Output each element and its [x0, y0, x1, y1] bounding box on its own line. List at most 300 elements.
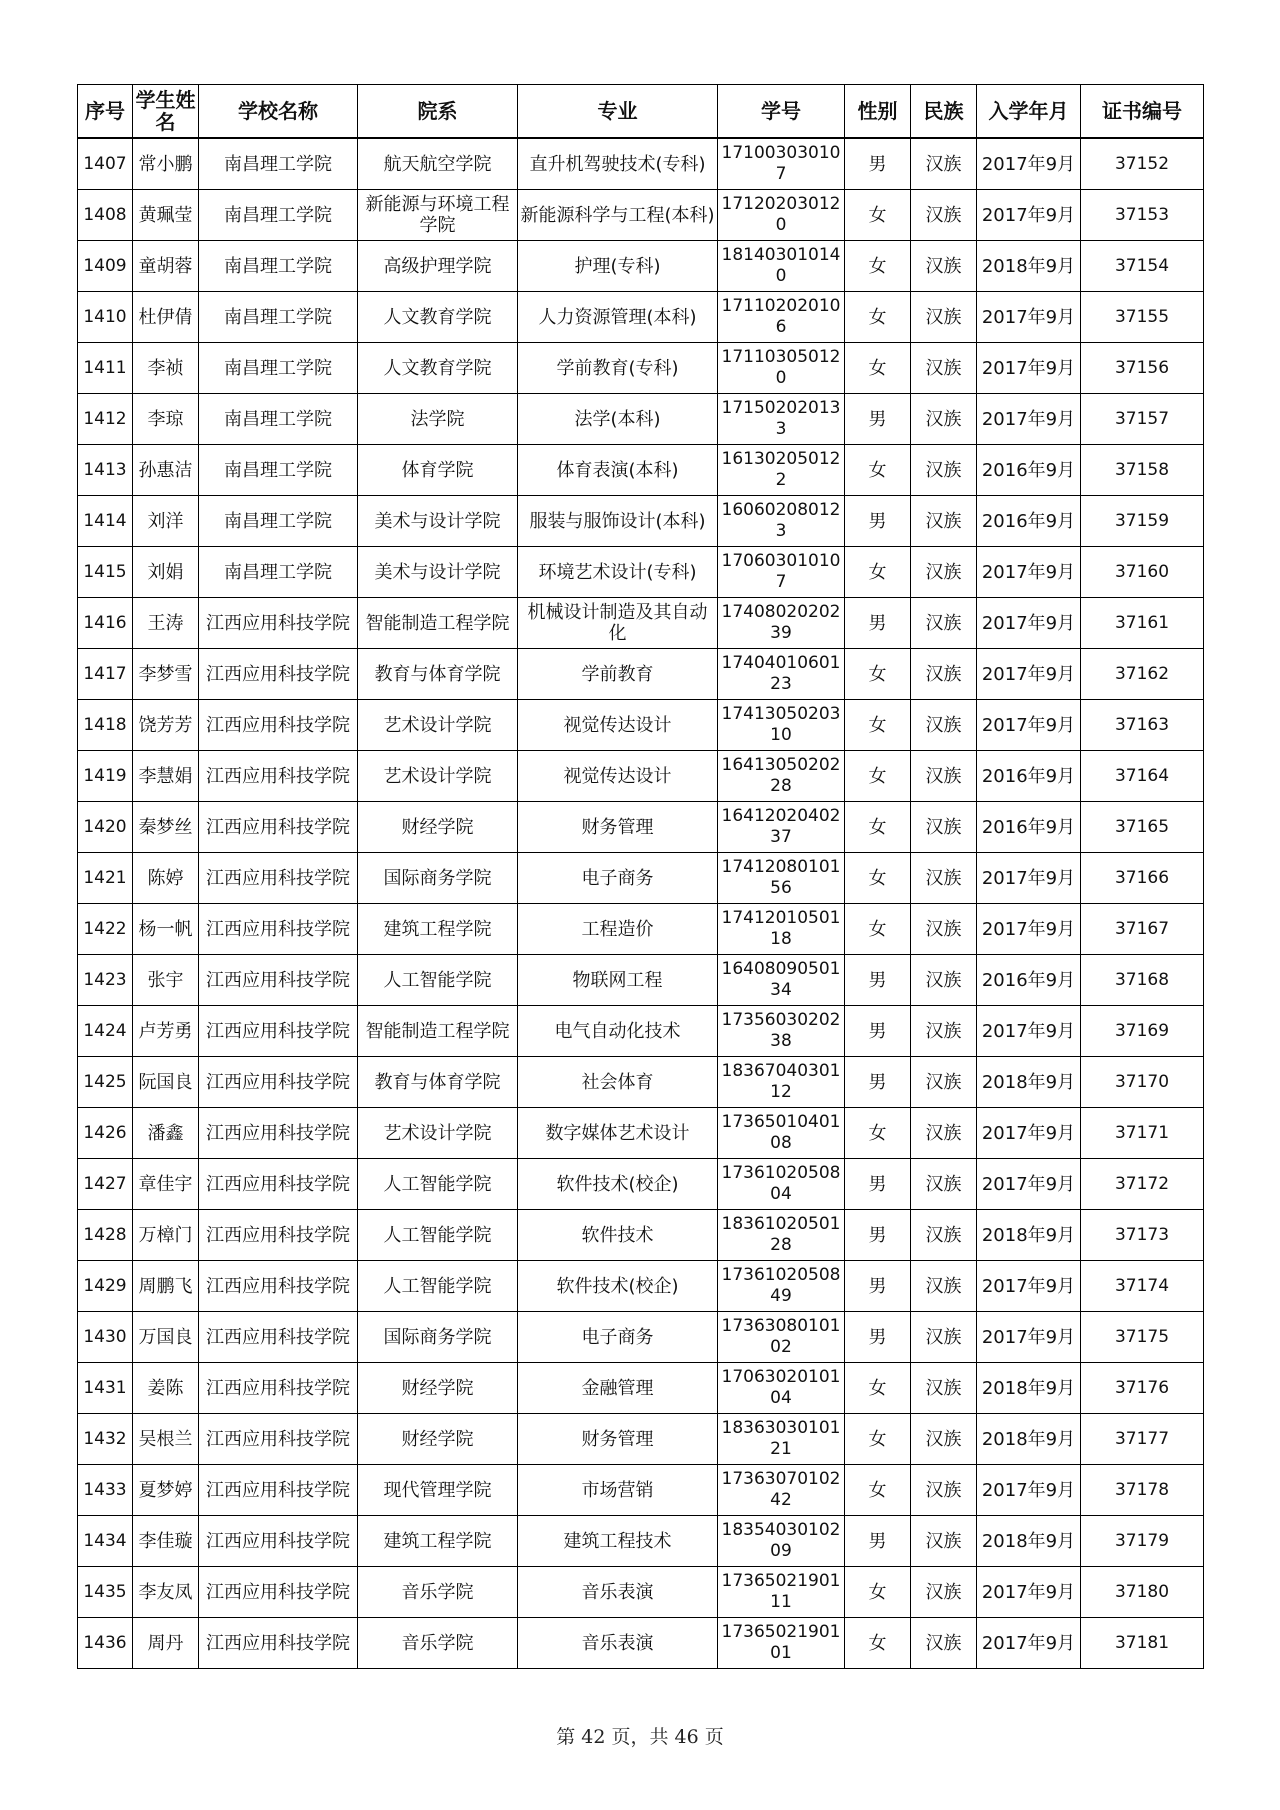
certificate-number-cell: 37174 — [1081, 1261, 1204, 1312]
student-id-cell: 1736102050804 — [718, 1159, 845, 1210]
gender-cell: 女 — [845, 1363, 911, 1414]
student-name-cell: 常小鹏 — [133, 138, 199, 190]
enrollment-date-cell: 2016年9月 — [977, 802, 1081, 853]
gender-cell: 男 — [845, 1261, 911, 1312]
certificate-number-cell: 37164 — [1081, 751, 1204, 802]
gender-cell: 女 — [845, 700, 911, 751]
gender-cell: 女 — [845, 1465, 911, 1516]
ethnicity-cell: 汉族 — [911, 802, 977, 853]
student-name-cell: 万国良 — [133, 1312, 199, 1363]
department-cell: 教育与体育学院 — [358, 1057, 518, 1108]
certificate-number-cell: 37153 — [1081, 190, 1204, 241]
certificate-number-cell: 37170 — [1081, 1057, 1204, 1108]
major-cell: 市场营销 — [518, 1465, 718, 1516]
major-cell: 学前教育 — [518, 649, 718, 700]
student-id-cell: 1736501040108 — [718, 1108, 845, 1159]
student-name-cell: 潘鑫 — [133, 1108, 199, 1159]
enrollment-date-cell: 2017年9月 — [977, 547, 1081, 598]
major-cell: 音乐表演 — [518, 1567, 718, 1618]
table-row — [78, 1567, 1204, 1618]
student-name-cell: 王涛 — [133, 598, 199, 649]
school-name-cell: 江西应用科技学院 — [199, 700, 358, 751]
gender-cell: 男 — [845, 394, 911, 445]
school-name-cell: 江西应用科技学院 — [199, 1567, 358, 1618]
table-row — [78, 292, 1204, 343]
header-cell: 专业 — [518, 85, 718, 139]
certificate-number-cell: 37152 — [1081, 138, 1204, 190]
certificate-number-cell: 37177 — [1081, 1414, 1204, 1465]
school-name-cell: 江西应用科技学院 — [199, 649, 358, 700]
student-id-cell: 1640809050134 — [718, 955, 845, 1006]
row-number-cell: 1434 — [78, 1516, 133, 1567]
student-name-cell: 周丹 — [133, 1618, 199, 1669]
major-cell: 环境艺术设计(专科) — [518, 547, 718, 598]
enrollment-date-cell: 2018年9月 — [977, 1414, 1081, 1465]
major-cell: 视觉传达设计 — [518, 751, 718, 802]
gender-cell: 女 — [845, 1567, 911, 1618]
major-cell: 社会体育 — [518, 1057, 718, 1108]
table-row — [78, 1618, 1204, 1669]
major-cell: 软件技术(校企) — [518, 1159, 718, 1210]
table-row — [78, 1210, 1204, 1261]
student-id-cell: 1836303010121 — [718, 1414, 845, 1465]
certificate-number-cell: 37159 — [1081, 496, 1204, 547]
student-id-cell: 161302050122 — [718, 445, 845, 496]
student-name-cell: 卢芳勇 — [133, 1006, 199, 1057]
student-name-cell: 李琼 — [133, 394, 199, 445]
row-number-cell: 1414 — [78, 496, 133, 547]
row-number-cell: 1411 — [78, 343, 133, 394]
department-cell: 人工智能学院 — [358, 1210, 518, 1261]
school-name-cell: 南昌理工学院 — [199, 292, 358, 343]
school-name-cell: 南昌理工学院 — [199, 190, 358, 241]
student-name-cell: 万樟门 — [133, 1210, 199, 1261]
table-row — [78, 190, 1204, 241]
table-row — [78, 1108, 1204, 1159]
row-number-cell: 1435 — [78, 1567, 133, 1618]
school-name-cell: 江西应用科技学院 — [199, 1159, 358, 1210]
ethnicity-cell: 汉族 — [911, 853, 977, 904]
major-cell: 建筑工程技术 — [518, 1516, 718, 1567]
ethnicity-cell: 汉族 — [911, 1006, 977, 1057]
gender-cell: 男 — [845, 1159, 911, 1210]
department-cell: 教育与体育学院 — [358, 649, 518, 700]
certificate-number-cell: 37166 — [1081, 853, 1204, 904]
certificate-number-cell: 37160 — [1081, 547, 1204, 598]
ethnicity-cell: 汉族 — [911, 1567, 977, 1618]
row-number-cell: 1415 — [78, 547, 133, 598]
enrollment-date-cell: 2018年9月 — [977, 1516, 1081, 1567]
student-name-cell: 李佳璇 — [133, 1516, 199, 1567]
gender-cell: 女 — [845, 241, 911, 292]
ethnicity-cell: 汉族 — [911, 1618, 977, 1669]
school-name-cell: 江西应用科技学院 — [199, 1210, 358, 1261]
major-cell: 直升机驾驶技术(专科) — [518, 138, 718, 190]
department-cell: 音乐学院 — [358, 1567, 518, 1618]
student-id-cell: 171003030107 — [718, 138, 845, 190]
department-cell: 艺术设计学院 — [358, 1108, 518, 1159]
ethnicity-cell: 汉族 — [911, 1465, 977, 1516]
row-number-cell: 1436 — [78, 1618, 133, 1669]
student-name-cell: 李慧娟 — [133, 751, 199, 802]
department-cell: 美术与设计学院 — [358, 496, 518, 547]
major-cell: 电子商务 — [518, 1312, 718, 1363]
enrollment-date-cell: 2017年9月 — [977, 394, 1081, 445]
student-name-cell: 杨一帆 — [133, 904, 199, 955]
gender-cell: 男 — [845, 1057, 911, 1108]
table-row — [78, 1006, 1204, 1057]
certificate-number-cell: 37179 — [1081, 1516, 1204, 1567]
certificate-number-cell: 37178 — [1081, 1465, 1204, 1516]
row-number-cell: 1413 — [78, 445, 133, 496]
certificate-number-cell: 37154 — [1081, 241, 1204, 292]
row-number-cell: 1428 — [78, 1210, 133, 1261]
student-name-cell: 童胡蓉 — [133, 241, 199, 292]
department-cell: 艺术设计学院 — [358, 751, 518, 802]
student-name-cell: 章佳宇 — [133, 1159, 199, 1210]
row-number-cell: 1423 — [78, 955, 133, 1006]
table-row — [78, 496, 1204, 547]
table-row — [78, 547, 1204, 598]
student-id-cell: 181403010140 — [718, 241, 845, 292]
student-name-cell: 杜伊倩 — [133, 292, 199, 343]
student-id-cell: 1835403010209 — [718, 1516, 845, 1567]
table-row — [78, 1057, 1204, 1108]
major-cell: 数字媒体艺术设计 — [518, 1108, 718, 1159]
gender-cell: 女 — [845, 751, 911, 802]
major-cell: 工程造价 — [518, 904, 718, 955]
department-cell: 艺术设计学院 — [358, 700, 518, 751]
ethnicity-cell: 汉族 — [911, 241, 977, 292]
department-cell: 国际商务学院 — [358, 853, 518, 904]
row-number-cell: 1421 — [78, 853, 133, 904]
row-number-cell: 1417 — [78, 649, 133, 700]
ethnicity-cell: 汉族 — [911, 1414, 977, 1465]
certificate-number-cell: 37163 — [1081, 700, 1204, 751]
certificate-number-cell: 37169 — [1081, 1006, 1204, 1057]
major-cell: 电子商务 — [518, 853, 718, 904]
row-number-cell: 1425 — [78, 1057, 133, 1108]
table-row — [78, 853, 1204, 904]
school-name-cell: 江西应用科技学院 — [199, 1618, 358, 1669]
table-row — [78, 1363, 1204, 1414]
major-cell: 视觉传达设计 — [518, 700, 718, 751]
school-name-cell: 南昌理工学院 — [199, 547, 358, 598]
school-name-cell: 南昌理工学院 — [199, 343, 358, 394]
department-cell: 人工智能学院 — [358, 1159, 518, 1210]
row-number-cell: 1432 — [78, 1414, 133, 1465]
gender-cell: 男 — [845, 1210, 911, 1261]
department-cell: 财经学院 — [358, 1363, 518, 1414]
table-row — [78, 1465, 1204, 1516]
enrollment-date-cell: 2017年9月 — [977, 343, 1081, 394]
header-cell: 学号 — [718, 85, 845, 139]
ethnicity-cell: 汉族 — [911, 343, 977, 394]
department-cell: 体育学院 — [358, 445, 518, 496]
student-name-cell: 张宇 — [133, 955, 199, 1006]
enrollment-date-cell: 2018年9月 — [977, 1363, 1081, 1414]
department-cell: 财经学院 — [358, 802, 518, 853]
student-id-cell: 1736307010242 — [718, 1465, 845, 1516]
school-name-cell: 江西应用科技学院 — [199, 598, 358, 649]
gender-cell: 女 — [845, 1108, 911, 1159]
row-number-cell: 1427 — [78, 1159, 133, 1210]
student-name-cell: 夏梦婷 — [133, 1465, 199, 1516]
gender-cell: 女 — [845, 1414, 911, 1465]
ethnicity-cell: 汉族 — [911, 700, 977, 751]
table-row — [78, 1516, 1204, 1567]
ethnicity-cell: 汉族 — [911, 190, 977, 241]
gender-cell: 男 — [845, 598, 911, 649]
student-name-cell: 李祯 — [133, 343, 199, 394]
certificate-number-cell: 37165 — [1081, 802, 1204, 853]
gender-cell: 男 — [845, 1006, 911, 1057]
student-id-cell: 1836102050128 — [718, 1210, 845, 1261]
school-name-cell: 江西应用科技学院 — [199, 1057, 358, 1108]
enrollment-date-cell: 2017年9月 — [977, 853, 1081, 904]
enrollment-date-cell: 2017年9月 — [977, 1618, 1081, 1669]
enrollment-date-cell: 2017年9月 — [977, 1465, 1081, 1516]
ethnicity-cell: 汉族 — [911, 598, 977, 649]
table-body — [78, 138, 1204, 1669]
row-number-cell: 1416 — [78, 598, 133, 649]
gender-cell: 女 — [845, 445, 911, 496]
student-id-cell: 1736502190111 — [718, 1567, 845, 1618]
department-cell: 新能源与环境工程学院 — [358, 190, 518, 241]
row-number-cell: 1422 — [78, 904, 133, 955]
student-name-cell: 姜陈 — [133, 1363, 199, 1414]
table-row — [78, 241, 1204, 292]
major-cell: 人力资源管理(本科) — [518, 292, 718, 343]
department-cell: 人文教育学院 — [358, 292, 518, 343]
department-cell: 人工智能学院 — [358, 1261, 518, 1312]
school-name-cell: 江西应用科技学院 — [199, 1414, 358, 1465]
certificate-number-cell: 37158 — [1081, 445, 1204, 496]
student-id-cell: 171102020106 — [718, 292, 845, 343]
enrollment-date-cell: 2017年9月 — [977, 138, 1081, 190]
school-name-cell: 江西应用科技学院 — [199, 802, 358, 853]
header-cell: 院系 — [358, 85, 518, 139]
certificate-number-cell: 37162 — [1081, 649, 1204, 700]
student-id-cell: 1741201050118 — [718, 904, 845, 955]
certificate-number-cell: 37161 — [1081, 598, 1204, 649]
table-row — [78, 649, 1204, 700]
table-row — [78, 1312, 1204, 1363]
school-name-cell: 江西应用科技学院 — [199, 853, 358, 904]
student-name-cell: 刘娟 — [133, 547, 199, 598]
student-id-cell: 1740401060123 — [718, 649, 845, 700]
enrollment-date-cell: 2017年9月 — [977, 1312, 1081, 1363]
header-cell: 性别 — [845, 85, 911, 139]
enrollment-date-cell: 2017年9月 — [977, 1261, 1081, 1312]
table-row — [78, 955, 1204, 1006]
ethnicity-cell: 汉族 — [911, 496, 977, 547]
row-number-cell: 1433 — [78, 1465, 133, 1516]
enrollment-date-cell: 2016年9月 — [977, 955, 1081, 1006]
department-cell: 法学院 — [358, 394, 518, 445]
student-id-cell: 1641305020228 — [718, 751, 845, 802]
table-row — [78, 598, 1204, 649]
school-name-cell: 南昌理工学院 — [199, 241, 358, 292]
row-number-cell: 1429 — [78, 1261, 133, 1312]
major-cell: 法学(本科) — [518, 394, 718, 445]
certificate-number-cell: 37181 — [1081, 1618, 1204, 1669]
student-id-cell: 1736308010102 — [718, 1312, 845, 1363]
ethnicity-cell: 汉族 — [911, 1108, 977, 1159]
major-cell: 学前教育(专科) — [518, 343, 718, 394]
certificate-number-cell: 37157 — [1081, 394, 1204, 445]
student-name-cell: 陈婷 — [133, 853, 199, 904]
major-cell: 护理(专科) — [518, 241, 718, 292]
department-cell: 音乐学院 — [358, 1618, 518, 1669]
enrollment-date-cell: 2016年9月 — [977, 751, 1081, 802]
table-row — [78, 1414, 1204, 1465]
student-name-cell: 黄珮莹 — [133, 190, 199, 241]
page-footer: 第 42 页，共 46 页 — [556, 1726, 724, 1748]
ethnicity-cell: 汉族 — [911, 1363, 977, 1414]
header-cell: 入学年月 — [977, 85, 1081, 139]
major-cell: 体育表演(本科) — [518, 445, 718, 496]
major-cell: 新能源科学与工程(本科) — [518, 190, 718, 241]
enrollment-date-cell: 2017年9月 — [977, 1108, 1081, 1159]
school-name-cell: 南昌理工学院 — [199, 496, 358, 547]
table-row — [78, 445, 1204, 496]
major-cell: 音乐表演 — [518, 1618, 718, 1669]
student-id-cell: 1741305020310 — [718, 700, 845, 751]
gender-cell: 女 — [845, 547, 911, 598]
gender-cell: 女 — [845, 649, 911, 700]
ethnicity-cell: 汉族 — [911, 1210, 977, 1261]
school-name-cell: 江西应用科技学院 — [199, 1108, 358, 1159]
student-name-cell: 孙惠洁 — [133, 445, 199, 496]
enrollment-date-cell: 2018年9月 — [977, 1057, 1081, 1108]
student-name-cell: 李友凤 — [133, 1567, 199, 1618]
major-cell: 财务管理 — [518, 1414, 718, 1465]
gender-cell: 女 — [845, 343, 911, 394]
ethnicity-cell: 汉族 — [911, 904, 977, 955]
ethnicity-cell: 汉族 — [911, 1261, 977, 1312]
row-number-cell: 1419 — [78, 751, 133, 802]
student-id-cell: 1740802020239 — [718, 598, 845, 649]
department-cell: 人工智能学院 — [358, 955, 518, 1006]
student-id-cell: 1735603020238 — [718, 1006, 845, 1057]
school-name-cell: 江西应用科技学院 — [199, 904, 358, 955]
ethnicity-cell: 汉族 — [911, 1159, 977, 1210]
gender-cell: 男 — [845, 1516, 911, 1567]
header-cell: 序号 — [78, 85, 133, 139]
gender-cell: 男 — [845, 138, 911, 190]
header-cell: 学生姓名 — [133, 85, 199, 139]
ethnicity-cell: 汉族 — [911, 1057, 977, 1108]
student-id-cell: 1736102050849 — [718, 1261, 845, 1312]
row-number-cell: 1418 — [78, 700, 133, 751]
department-cell: 美术与设计学院 — [358, 547, 518, 598]
school-name-cell: 南昌理工学院 — [199, 394, 358, 445]
school-name-cell: 江西应用科技学院 — [199, 955, 358, 1006]
gender-cell: 女 — [845, 190, 911, 241]
table-row — [78, 394, 1204, 445]
student-id-cell: 171502020133 — [718, 394, 845, 445]
school-name-cell: 江西应用科技学院 — [199, 1516, 358, 1567]
table-row — [78, 751, 1204, 802]
certificate-number-cell: 37175 — [1081, 1312, 1204, 1363]
header-cell: 民族 — [911, 85, 977, 139]
student-name-cell: 吴根兰 — [133, 1414, 199, 1465]
gender-cell: 女 — [845, 802, 911, 853]
certificate-number-cell: 37172 — [1081, 1159, 1204, 1210]
certificate-number-cell: 37176 — [1081, 1363, 1204, 1414]
school-name-cell: 南昌理工学院 — [199, 445, 358, 496]
student-name-cell: 饶芳芳 — [133, 700, 199, 751]
department-cell: 建筑工程学院 — [358, 1516, 518, 1567]
department-cell: 现代管理学院 — [358, 1465, 518, 1516]
table-row — [78, 1159, 1204, 1210]
table-row — [78, 904, 1204, 955]
enrollment-date-cell: 2017年9月 — [977, 292, 1081, 343]
table-row — [78, 138, 1204, 190]
row-number-cell: 1420 — [78, 802, 133, 853]
student-id-cell: 1741208010156 — [718, 853, 845, 904]
student-id-cell: 1736502190101 — [718, 1618, 845, 1669]
ethnicity-cell: 汉族 — [911, 292, 977, 343]
school-name-cell: 南昌理工学院 — [199, 138, 358, 190]
department-cell: 财经学院 — [358, 1414, 518, 1465]
department-cell: 人文教育学院 — [358, 343, 518, 394]
row-number-cell: 1424 — [78, 1006, 133, 1057]
student-id-cell: 1641202040237 — [718, 802, 845, 853]
gender-cell: 女 — [845, 292, 911, 343]
student-name-cell: 阮国良 — [133, 1057, 199, 1108]
gender-cell: 女 — [845, 853, 911, 904]
row-number-cell: 1409 — [78, 241, 133, 292]
certificate-number-cell: 37180 — [1081, 1567, 1204, 1618]
ethnicity-cell: 汉族 — [911, 649, 977, 700]
certificate-number-cell: 37156 — [1081, 343, 1204, 394]
student-name-cell: 李梦雪 — [133, 649, 199, 700]
enrollment-date-cell: 2017年9月 — [977, 1006, 1081, 1057]
enrollment-date-cell: 2018年9月 — [977, 1210, 1081, 1261]
row-number-cell: 1407 — [78, 138, 133, 190]
student-id-cell: 160602080123 — [718, 496, 845, 547]
header-cell: 学校名称 — [199, 85, 358, 139]
major-cell: 财务管理 — [518, 802, 718, 853]
school-name-cell: 江西应用科技学院 — [199, 1312, 358, 1363]
ethnicity-cell: 汉族 — [911, 955, 977, 1006]
table-row — [78, 1261, 1204, 1312]
enrollment-date-cell: 2017年9月 — [977, 598, 1081, 649]
enrollment-date-cell: 2016年9月 — [977, 445, 1081, 496]
gender-cell: 女 — [845, 1618, 911, 1669]
gender-cell: 男 — [845, 496, 911, 547]
enrollment-date-cell: 2017年9月 — [977, 904, 1081, 955]
major-cell: 软件技术 — [518, 1210, 718, 1261]
school-name-cell: 江西应用科技学院 — [199, 1006, 358, 1057]
row-number-cell: 1426 — [78, 1108, 133, 1159]
student-name-cell: 周鹏飞 — [133, 1261, 199, 1312]
ethnicity-cell: 汉族 — [911, 1312, 977, 1363]
row-number-cell: 1410 — [78, 292, 133, 343]
certificate-number-cell: 37173 — [1081, 1210, 1204, 1261]
student-id-cell: 171103050120 — [718, 343, 845, 394]
table-row — [78, 700, 1204, 751]
row-number-cell: 1430 — [78, 1312, 133, 1363]
gender-cell: 男 — [845, 1312, 911, 1363]
student-id-cell: 1706302010104 — [718, 1363, 845, 1414]
table-row — [78, 802, 1204, 853]
student-id-cell: 1836704030112 — [718, 1057, 845, 1108]
student-id-cell: 171202030120 — [718, 190, 845, 241]
department-cell: 建筑工程学院 — [358, 904, 518, 955]
